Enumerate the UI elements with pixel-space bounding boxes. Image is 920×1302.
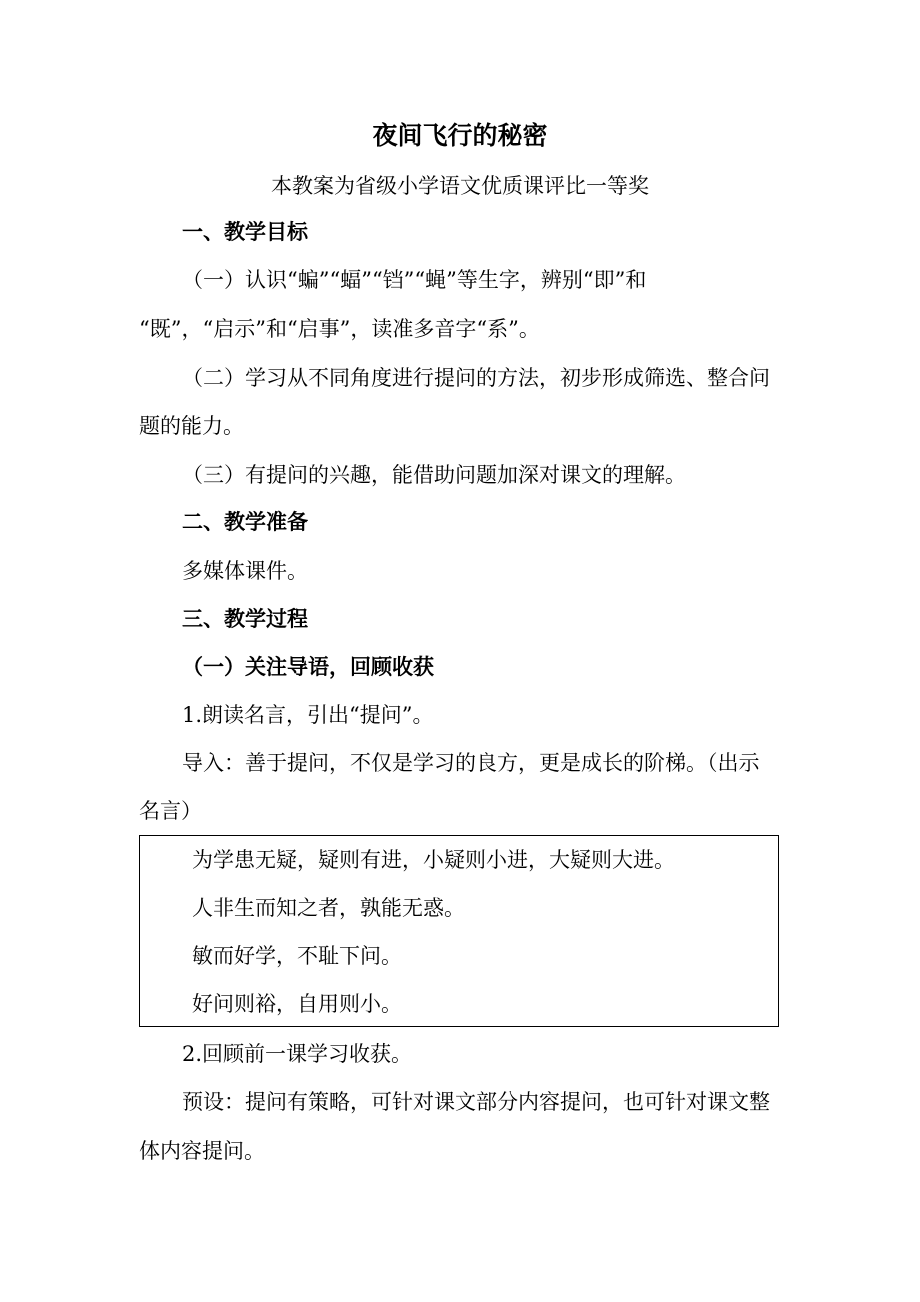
section-heading-preparation: 二、教学准备 — [182, 510, 308, 534]
step-2: 2.回顾前一课学习收获。 — [182, 1042, 413, 1066]
quote-line: 人非生而知之者，孰能无惑。 — [192, 896, 465, 920]
preset-line-2: 体内容提问。 — [139, 1139, 265, 1163]
goal-1-line-1: （一）认识“蝙”“蝠”“铛”“蝇”等生字，辨别“即”和 — [182, 268, 647, 292]
step-1: 1.朗读名言，引出“提问”。 — [182, 703, 434, 727]
preparation-content: 多媒体课件。 — [182, 559, 308, 583]
goal-2-line-2: 题的能力。 — [139, 414, 244, 438]
process-subheading-1: （一）关注导语，回顾收获 — [182, 655, 434, 679]
intro-line-1: 导入：善于提问，不仅是学习的良方，更是成长的阶梯。（出示 — [182, 751, 760, 775]
preset-line-1: 预设：提问有策略，可针对课文部分内容提问，也可针对课文整 — [182, 1090, 770, 1114]
quote-box — [139, 835, 779, 1027]
goal-3: （三）有提问的兴趣，能借助问题加深对课文的理解。 — [182, 463, 686, 487]
quote-line: 为学患无疑，疑则有进，小疑则小进，大疑则大进。 — [192, 848, 675, 872]
goal-2-line-1: （二）学习从不同角度进行提问的方法，初步形成筛选、整合问 — [182, 366, 770, 390]
section-heading-process: 三、教学过程 — [182, 607, 308, 631]
quote-line: 好问则裕，自用则小。 — [192, 992, 402, 1016]
page-title: 夜间飞行的秘密 — [372, 121, 548, 150]
goal-1-line-2: “既”，“启示”和“启事”，读准多音字“系”。 — [139, 317, 540, 341]
quote-line: 敏而好学，不耻下问。 — [192, 944, 402, 968]
intro-line-2: 名言） — [139, 799, 202, 823]
section-heading-goals: 一、教学目标 — [182, 220, 308, 244]
page-subtitle: 本教案为省级小学语文优质课评比一等奖 — [271, 174, 649, 198]
